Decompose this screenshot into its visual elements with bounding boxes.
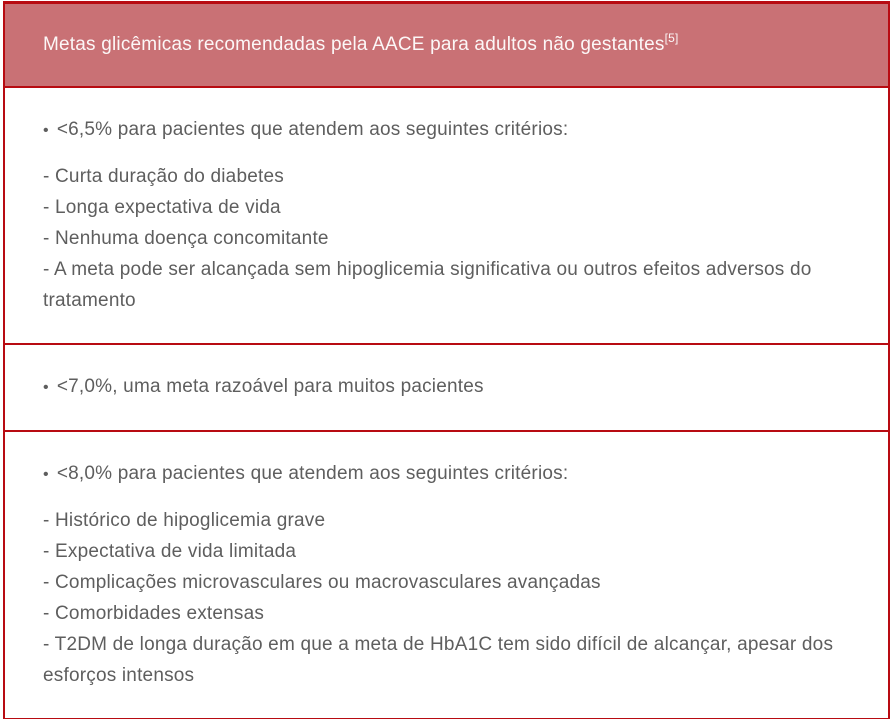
bullet-icon: • — [43, 379, 49, 396]
criterion-line: - Nenhuma doença concomitante — [43, 228, 329, 249]
criterion-line: - Histórico de hipoglicemia grave — [43, 510, 326, 531]
criteria-list — [43, 161, 838, 316]
criterion-line: - A meta pode ser alcançada sem hipoglicemia significativa ou outros efeitos adversos do tratamento — [43, 259, 812, 311]
bullet-icon: • — [43, 466, 49, 483]
reference-superscript: [5] — [664, 30, 679, 45]
table-title-text: Metas glicêmicas recomendadas pela AACE para adultos não gestantes — [43, 34, 665, 55]
row-bullet-line — [43, 458, 838, 490]
criteria-list — [43, 505, 838, 691]
row-bullet-text: <6,5% para pacientes que atendem aos seguintes critérios: — [56, 119, 569, 140]
criterion-line: - Comorbidades extensas — [43, 603, 265, 624]
table-row — [5, 432, 888, 718]
row-bullet-text: <8,0% para pacientes que atendem aos seguintes critérios: — [56, 463, 569, 484]
criterion-line: - Curta duração do diabetes — [43, 166, 284, 187]
row-bullet-line — [43, 114, 838, 146]
criterion-line: - Complicações microvasculares ou macrovasculares avançadas — [43, 572, 601, 593]
criterion-line: - T2DM de longa duração em que a meta de HbA1C tem sido difícil de alcançar, apesar dos esforços intensos — [43, 634, 834, 686]
criterion-line: - Expectativa de vida limitada — [43, 541, 297, 562]
row-bullet-line — [43, 371, 838, 403]
criterion-line: - Longa expectativa de vida — [43, 197, 281, 218]
bullet-icon: • — [43, 122, 49, 139]
row-bullet-text: <7,0%, uma meta razoável para muitos pacientes — [56, 376, 484, 397]
table-title — [43, 30, 679, 56]
table-body — [5, 88, 888, 718]
aace-glycemic-targets-table — [3, 1, 890, 719]
table-row — [5, 345, 888, 432]
table-row — [5, 88, 888, 345]
table-header — [5, 4, 888, 88]
